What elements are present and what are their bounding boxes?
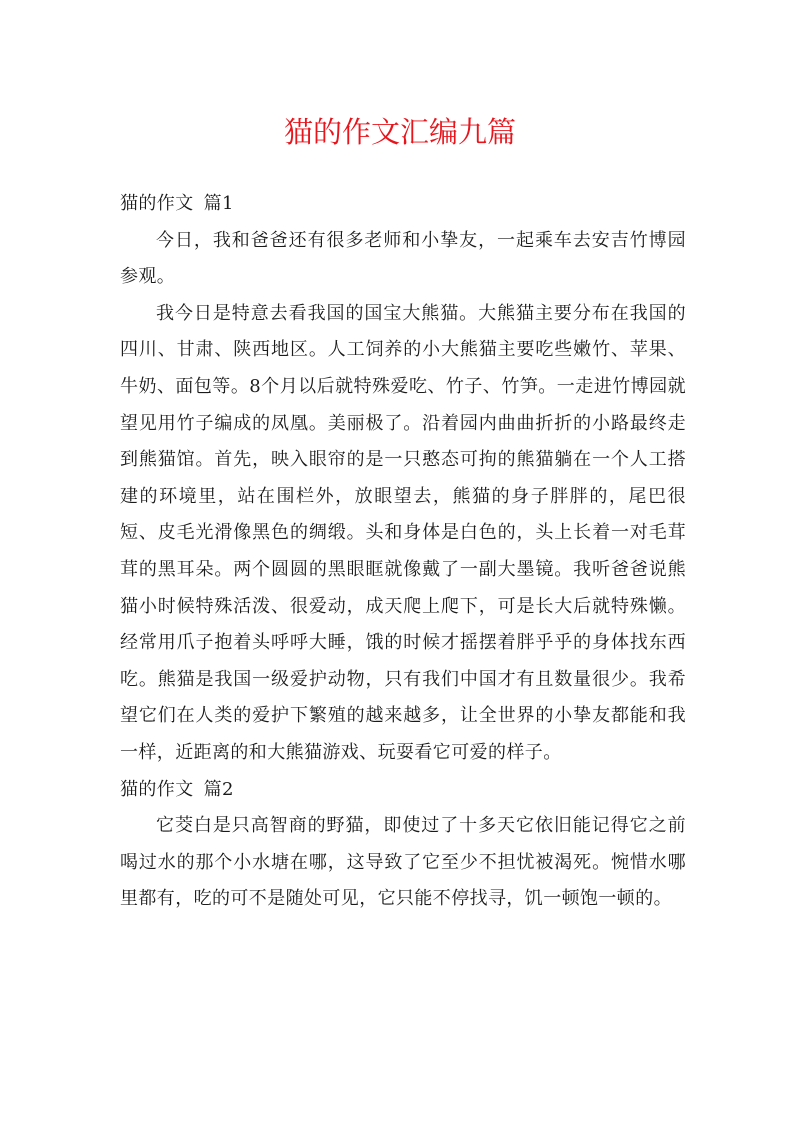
section-number: 篇2 <box>203 778 234 800</box>
section-heading <box>120 772 686 809</box>
section-2 <box>120 772 686 918</box>
section-number: 篇1 <box>203 193 234 214</box>
section-heading <box>120 186 686 223</box>
document-title: 猫的作文汇编九篇 <box>283 115 516 149</box>
section-1 <box>120 186 686 772</box>
paragraph: 今日，我和爸爸还有很多老师和小挚友，一起乘车去安吉竹博园参观。 <box>120 229 686 288</box>
paragraph: 它茭白是只高智商的野猫，即使过了十多天它依旧能记得它之前喝过水的那个小水塘在哪，这导致了它至少不担忧被渴死。惋惜水哪里都有，吃的可不是随处可见，它只能不停找寻，饥一顿饱一顿的。 <box>120 815 686 910</box>
section-heading-text: 猫的作文 <box>120 778 194 800</box>
document-body <box>120 186 686 918</box>
paragraph: 我今日是特意去看我国的国宝大熊猫。大熊猫主要分布在我国的四川、甘肃、陕西地区。人工饲养的小大熊猫主要吃些嫩竹、苹果、牛奶、面包等。8个月以后就特殊爱吃、竹子、竹笋。一走进竹博园就望见用竹子编成的凤凰。美丽极了。沿着园内曲曲折折的小路最终走到熊猫馆。首先，映入眼帘的是一只憨态可拘的熊猫躺在一个人工搭建的环境里，站在围栏外，放眼望去，熊猫的身子胖胖的，尾巴很短、皮毛光滑像黑色的绸缎。头和身体是白色的，头上长着一对毛茸茸的黑耳朵。两个圆圆的黑眼眶就像戴了一副大墨镜。我听爸爸说熊猫小时候特殊活泼、很爱动，成天爬上爬下，可是长大后就特殊懒。经常用爪子抱着头呼呼大睡，饿的时候才摇摆着胖乎乎的身体找东西吃。熊猫是我国一级爱护动物，只有我们中国才有且数量很少。我希望它们在人类的爱护下繁殖的越来越多，让全世界的小挚友都能和我一样，近距离的和大熊猫游戏、玩耍看它可爱的样子。 <box>120 302 686 763</box>
section-heading-text: 猫的作文 <box>120 193 194 214</box>
